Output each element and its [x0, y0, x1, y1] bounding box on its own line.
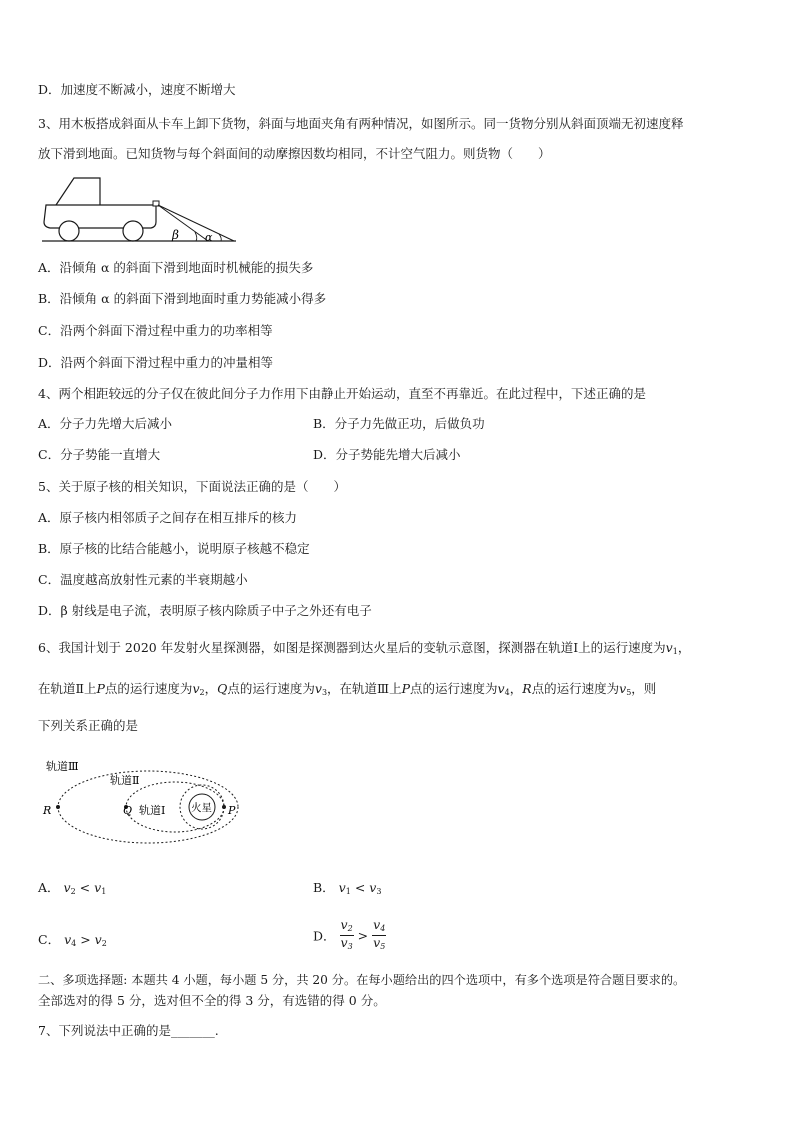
q3-option-c: C．沿两个斜面下滑过程中重力的功率相等: [38, 323, 273, 338]
q7-stem: 7、下列说法中正确的是_______.: [38, 1023, 219, 1038]
q4-option-b: B．分子力先做正功，后做负功: [313, 416, 485, 431]
q6-option-c: C． $v_4 > v_2$: [38, 932, 107, 948]
point-p: [222, 805, 226, 809]
orbit-transfer-figure: [38, 752, 248, 848]
q6-stem-line2: 在轨道Ⅱ上P点的运行速度为$v_2$，Q点的运行速度为$v_3$，在轨道Ⅲ上P点的运行速度为$v_4$，R点的运行速度为$v_5$，则: [38, 681, 657, 697]
q3-option-a: A．沿倾角 α 的斜面下滑到地面时机械能的损失多: [38, 260, 314, 275]
q2-option-d: D．加速度不断减小，速度不断增大: [38, 82, 236, 97]
orbit-2-label: 轨道Ⅱ: [110, 774, 140, 787]
point-r-label: R: [43, 804, 52, 817]
section-2-heading-line2: 全部选对的得 5 分，选对但不全的得 3 分，有选错的得 0 分。: [38, 993, 386, 1008]
q3-stem-line2: 放下滑到地面。已知货物与每个斜面间的动摩擦因数均相同，不计空气阻力。则货物（ ）: [38, 146, 551, 161]
section-2-heading-line1: 二、多项选择题: 本题共 4 小题，每小题 5 分，共 20 分。在每小题给出的四个选项中，有多个选项是符合题目要求的。: [38, 973, 686, 987]
q5-option-a: A．原子核内相邻质子之间存在相互排斥的核力: [38, 510, 298, 525]
q3-option-b: B．沿倾角 α 的斜面下滑到地面时重力势能减小得多: [38, 291, 327, 306]
q4-option-a: A．分子力先增大后减小: [38, 416, 173, 431]
q5-option-c: C．温度越高放射性元素的半衰期越小: [38, 572, 248, 587]
q5-stem: 5、关于原子核的相关知识，下面说法正确的是（ ）: [38, 479, 346, 494]
fraction-v4-v5: $\frac{v_4}{v_5}$: [373, 917, 386, 951]
q5-option-b: B．原子核的比结合能越小，说明原子核越不稳定: [38, 541, 310, 556]
q6-option-b: B． $v_1 < v_3$: [313, 880, 382, 896]
point-q-label: Q: [123, 804, 133, 817]
q6-option-a: A． $v_2 < v_1$: [38, 880, 107, 896]
angle-beta-label: β: [172, 228, 179, 242]
orbit-3-label: 轨道Ⅲ: [46, 760, 79, 773]
angle-alpha-label: α: [205, 231, 213, 244]
rear-wheel: [59, 221, 79, 241]
orbit-1-label: 轨道Ⅰ: [139, 804, 166, 817]
q6-option-d: D． $\frac{v_2}{v_3}$ > $\frac{v_4}{v_5}$: [313, 917, 386, 951]
q6-stem-line3: 下列关系正确的是: [38, 718, 139, 733]
point-r: [56, 805, 60, 809]
mars-label: 火星: [191, 802, 212, 814]
q5-option-d: D．β 射线是电子流，表明原子核内除质子中子之外还有电子: [38, 603, 372, 618]
truck-ramp-figure: [38, 172, 243, 248]
q6-stem-line1: 6、我国计划于 2020 年发射火星探测器，如图是探测器到达火星后的变轨示意图，探测器在轨道Ⅰ上的运行速度为$v_1$，: [38, 640, 691, 656]
q4-option-d: D．分子势能先增大后减小: [313, 447, 461, 462]
q3-option-d: D．沿两个斜面下滑过程中重力的冲量相等: [38, 355, 274, 370]
q3-stem-line1: 3、用木板搭成斜面从卡车上卸下货物，斜面与地面夹角有两种情况，如图所示。同一货物分别从斜面顶端无初速度释: [38, 116, 684, 131]
q4-stem: 4、两个相距较远的分子仅在彼此间分子力作用下由静止开始运动，直至不再靠近。在此过程中，下述正确的是: [38, 386, 646, 401]
point-p-label: P: [228, 804, 236, 817]
front-wheel: [123, 221, 143, 241]
ramp-beta: [158, 205, 208, 241]
q4-option-c: C．分子势能一直增大: [38, 447, 161, 462]
fraction-v2-v3: $\frac{v_2}{v_3}$: [340, 917, 353, 951]
